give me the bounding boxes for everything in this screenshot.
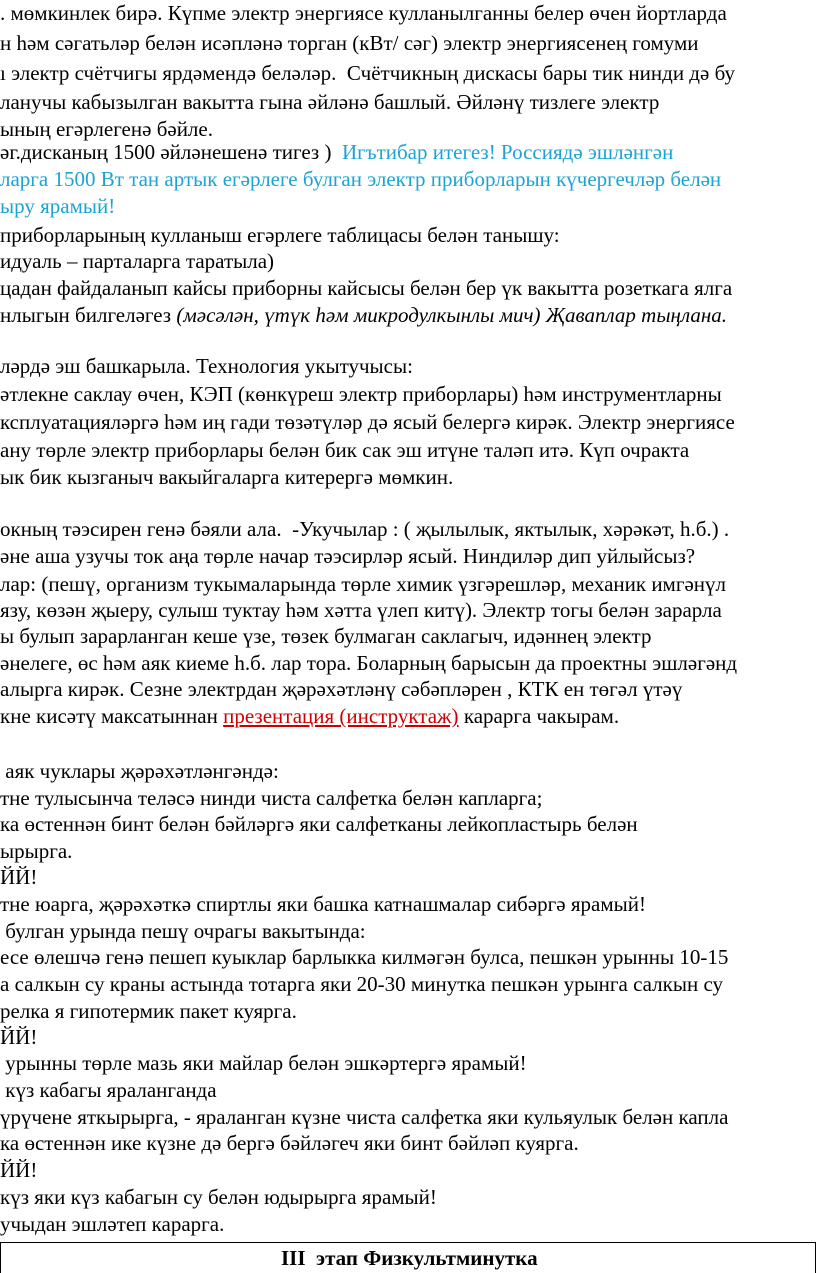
text-line-32: ырырга.: [0, 839, 73, 863]
text-line-40: урынны төрле мазь яки майлар белән эшкәртергә ярамый!: [0, 1051, 527, 1075]
text-line-29: аяк чуклары җәрәхәтләнгәндә:: [0, 759, 279, 783]
text-line-38: релка я гипотермик пакет куярга.: [0, 999, 297, 1023]
warning-text-blue: Игътибар итегез! Россиядә эшләнгән: [341, 140, 674, 164]
answer-hint-italic: (мәсәлән, үтүк һәм микродулкынлы мич) Җаваплар тыңлана.: [176, 303, 728, 327]
text-line-17: ану төрле электр приборлары белән бик сак эш итүне таләп итә. Күп очракта: [0, 438, 690, 462]
text-line-15: әтлекне саклау өчен, КЭП (көнкүреш электр приборлары) һәм инструментларны: [0, 382, 722, 406]
text-line-6: [0, 139, 673, 165]
text-line-37: а салкын су краны астында тотарга яки 20-30 минутка пешкән урынга салкын су: [0, 972, 724, 996]
text-line-26: алырга кирәк. Сезне электрдан җәрәхәтләнү сәбәпләрен , КТК ен төгәл үтәү: [0, 677, 683, 701]
text-line-25: әнелеге, өс һәм аяк киеме һ.б. лар тора. Боларның барысын да проектны эшләгәнд: [0, 651, 738, 675]
text-line-42: үрүчене яткырырга, - яраланган күзне чиста салфетка яки кульяулык белән капла: [0, 1105, 729, 1129]
text-line-33: ЙЙ!: [0, 865, 38, 889]
text-line-12: [0, 302, 727, 328]
text-line-9: приборларының кулланыш егәрлеге таблицасы белән танышу:: [0, 223, 560, 247]
text-line-35: булган урында пешү очрагы вакытында:: [0, 919, 366, 943]
text-line-45: күз яки күз кабагын су белән юдырырга ярамый!: [0, 1185, 437, 1209]
text-segment: әг.дисканың 1500 әйләнешенә тигез ): [0, 140, 342, 164]
text-line-24: ы булып зарарланган кеше үзе, төзек булмаган саклагыч, идәннең электр: [0, 624, 652, 648]
text-line-31: ка өстеннән бинт белән бәйләргә яки салфетканы лейкопластырь белән: [0, 812, 638, 836]
text-line-5: ының егәрлегенә бәйле.: [0, 117, 213, 141]
text-line-14: ләрдә эш башкарыла. Технология укытучысы:: [0, 354, 413, 378]
text-line-10: идуаль – парталарга таратыла): [0, 249, 275, 273]
text-segment: карарга чакырам.: [458, 704, 620, 728]
text-line-1: . мөмкинлек бирә. Күпме электр энергиясе кулланылганны белер өчен йортларда: [0, 1, 727, 25]
table-border-left: [0, 1243, 1, 1273]
text-line-22: лар: (пешү, организм тукымаларында төрле химик үзгәрешләр, механик имгәнүл: [0, 572, 726, 596]
text-line-27: [0, 703, 619, 729]
text-line-34: тне юарга, җәрәхәткә спиртлы яки башка катнашмалар сибәргә ярамый!: [0, 892, 646, 916]
text-line-20: окның тәэсирен генә бәяли ала. -Укучылар : ( җылылык, яктылык, хәрәкәт, һ.б.) .: [0, 517, 730, 541]
text-line-4: ланучы кабызылган вакытта гына әйләнә башлый. Әйләнү тизлеге электр: [0, 90, 660, 114]
warning-text-blue-line-2: ларга 1500 Вт тан артык егәрлеге булган электр приборларын күчергечләр белән: [0, 167, 722, 191]
text-line-3: ı электр счётчигы ярдәмендә беләләр. Счётчикның дискасы бары тик нинди дә бу: [0, 61, 735, 85]
text-segment: нлыгын билгеләгез: [0, 303, 177, 327]
text-line-39: ЙЙ!: [0, 1025, 38, 1049]
text-line-36: есе өлешчә генә пешеп куыклар барлыкка килмәгән булса, пешкән урынны 10-15: [0, 945, 729, 969]
text-line-23: язу, көзән җыеру, сулыш туктау һәм хәтта үлеп китү). Электр тогы белән зарарла: [0, 598, 722, 622]
presentation-link[interactable]: презентация (инструктаж): [223, 704, 459, 728]
text-line-43: ка өстеннән ике күзне дә бергә бәйләгеч яки бинт бәйләп куярга.: [0, 1131, 579, 1155]
text-line-18: ык бик кызганыч вакыйгаларга китерергә мөмкин.: [0, 465, 454, 489]
warning-text-blue-line-3: ыру ярамый!: [0, 194, 116, 218]
text-line-30: тне тулысынча теләсә нинди чиста салфетка белән капларга;: [0, 786, 543, 810]
section-heading-row: [0, 1242, 816, 1273]
text-line-41: күз кабагы яраланганда: [0, 1078, 217, 1102]
text-line-21: әне аша узучы ток аңа төрле начар тәэсирләр ясый. Ниндиләр дип уйлыйсыз?: [0, 544, 696, 568]
text-line-46: учыдан эшләтеп карарга.: [0, 1212, 225, 1236]
text-line-2: н һәм сәгатьләр белән исәпләнә торган (кВт/ сәг) электр энергиясенең гомуми: [0, 31, 699, 55]
text-line-11: цадан файдаланып кайсы приборны кайсысы белән бер үк вакытта розеткага ялга: [0, 276, 733, 300]
text-segment: кне кисәтү максатыннан: [0, 704, 224, 728]
section-title: III этап Физкультминутка: [281, 1246, 538, 1270]
text-line-16: ксплуатацияләргә һәм иң гади төзәтүләр дә ясый белергә кирәк. Электр энергиясе: [0, 410, 735, 434]
text-line-44: ЙЙ!: [0, 1158, 38, 1182]
